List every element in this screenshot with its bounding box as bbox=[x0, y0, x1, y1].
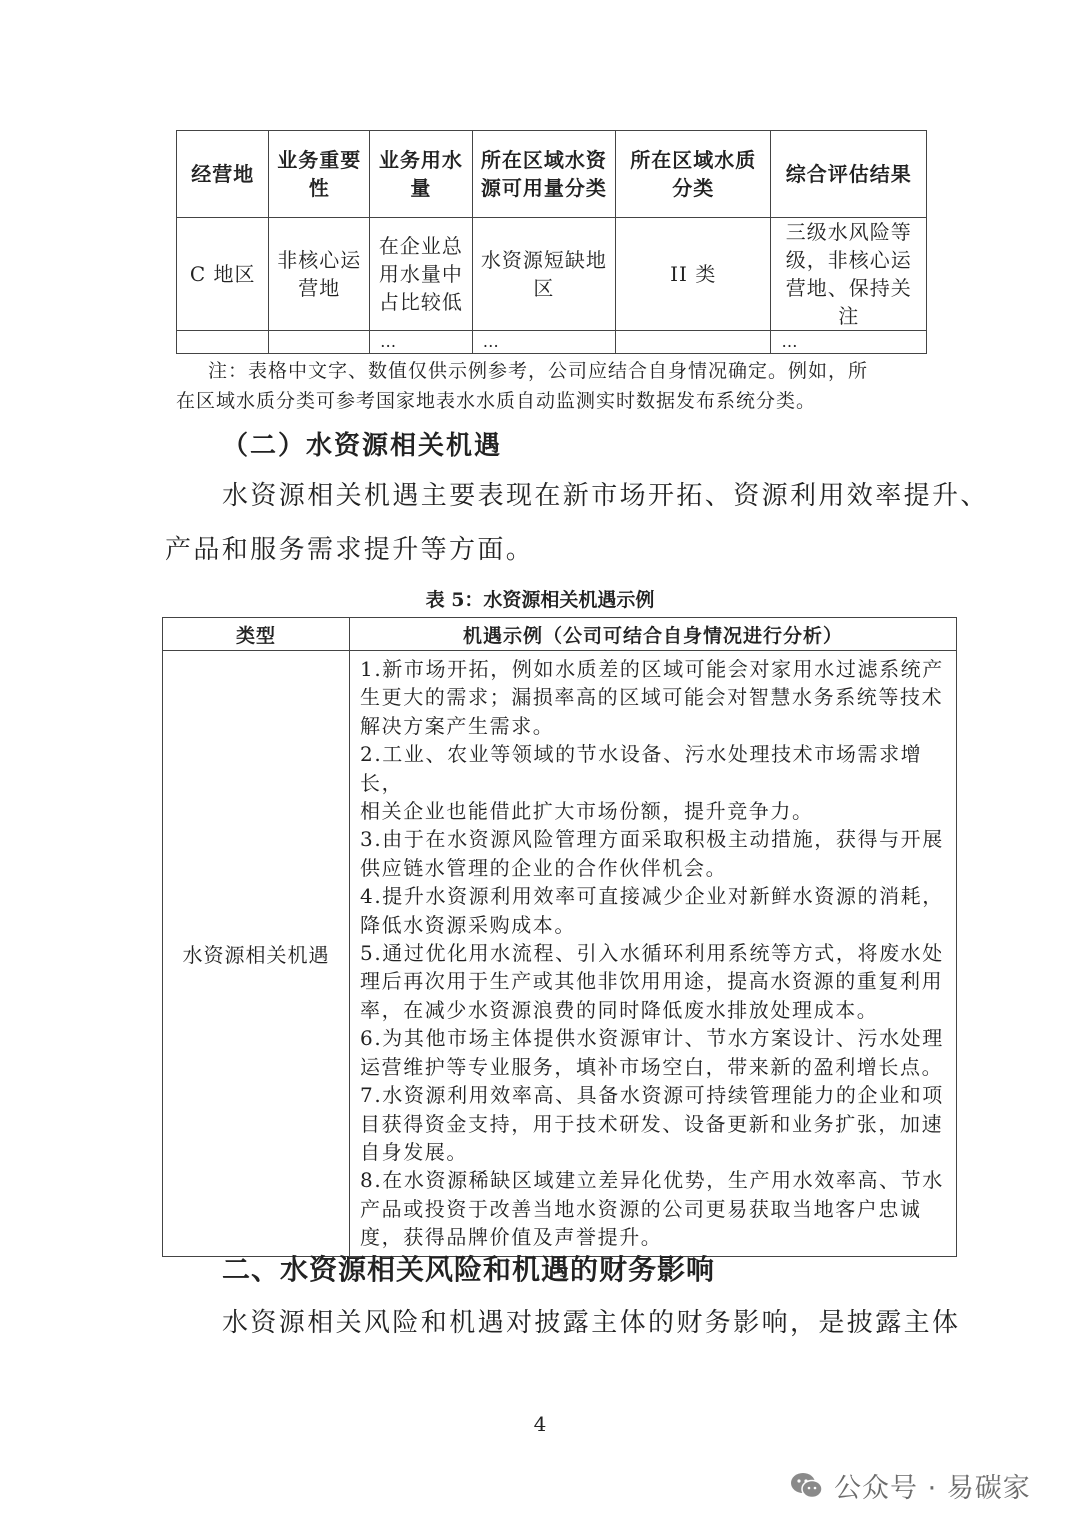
water-risk-table bbox=[176, 130, 927, 354]
wechat-icon bbox=[790, 1471, 824, 1501]
table-cell: 非核心运营地 bbox=[269, 218, 370, 331]
table-cell: 三级水风险等级，非核心运营地、保持关注 bbox=[771, 218, 927, 331]
table-cell: … bbox=[370, 331, 473, 354]
example-line: 自身发展。 bbox=[360, 1139, 468, 1164]
example-line: 解决方案产生需求。 bbox=[360, 713, 555, 738]
table-row bbox=[177, 218, 927, 331]
example-line: 生更大的需求；漏损率高的区域可能会对智慧水务系统等技术 bbox=[360, 685, 944, 710]
example-line: 降低水资源采购成本。 bbox=[360, 912, 576, 937]
section-heading: （二）水资源相关机遇 bbox=[222, 431, 503, 461]
header-cell: 类型 bbox=[163, 618, 350, 651]
table-cell bbox=[616, 331, 771, 354]
example-line: 产品或投资于改善当地水资源的公司更易获取当地客户忠诚 bbox=[360, 1196, 922, 1221]
example-line: 3.由于在水资源风险管理方面采取积极主动措施，获得与开展 bbox=[360, 827, 944, 852]
header-cell: 业务用水量 bbox=[370, 131, 473, 218]
watermark bbox=[790, 1466, 1031, 1505]
page-number: 4 bbox=[533, 1412, 547, 1436]
table-row bbox=[163, 651, 957, 1257]
header-cell: 所在区域水资源可用量分类 bbox=[472, 131, 615, 218]
example-line: 7.水资源利用效率高、具备水资源可持续管理能力的企业和项 bbox=[360, 1083, 944, 1108]
table-cell bbox=[177, 331, 269, 354]
example-line: 理后再次用于生产或其他非饮用用途，提高水资源的重复利用 bbox=[360, 969, 944, 994]
table-cell: C 地区 bbox=[177, 218, 269, 331]
chapter-heading: 二、水资源相关风险和机遇的财务影响 bbox=[222, 1253, 716, 1286]
table-header-row bbox=[163, 618, 957, 651]
table-cell: … bbox=[472, 331, 615, 354]
table-cell: 水资源短缺地区 bbox=[472, 218, 615, 331]
example-line: 供应链水管理的企业的合作伙伴机会。 bbox=[360, 855, 728, 880]
watermark-text: 公众号 · 易碳家 bbox=[834, 1473, 1031, 1504]
examples-cell bbox=[350, 651, 957, 1257]
table-header-row bbox=[177, 131, 927, 218]
table-note bbox=[176, 356, 936, 416]
table-cell: … bbox=[771, 331, 927, 354]
table-caption: 表 5：水资源相关机遇示例 bbox=[425, 589, 655, 611]
example-line: 相关企业也能借此扩大市场份额，提升竞争力。 bbox=[360, 799, 814, 824]
paragraph-line: 水资源相关风险和机遇对披露主体的财务影响，是披露主体 bbox=[222, 1308, 961, 1338]
example-line: 1.新市场开拓，例如水质差的区域可能会对家用水过滤系统产 bbox=[360, 657, 944, 681]
table-cell: II 类 bbox=[616, 218, 771, 331]
table-row bbox=[177, 331, 927, 354]
example-line: 率，在减少水资源浪费的同时降低废水排放处理成本。 bbox=[360, 997, 879, 1022]
type-cell: 水资源相关机遇 bbox=[163, 651, 350, 1257]
header-cell: 业务重要性 bbox=[269, 131, 370, 218]
note-line: 在区域水质分类可参考国家地表水水质自动监测实时数据发布系统分类。 bbox=[176, 390, 817, 412]
note-line: 注：表格中文字、数值仅供示例参考，公司应结合自身情况确定。例如，所 bbox=[208, 360, 869, 382]
table-cell bbox=[269, 331, 370, 354]
opportunities-table bbox=[162, 617, 957, 1257]
example-line: 度，获得品牌价值及声誉提升。 bbox=[360, 1225, 663, 1250]
example-line: 5.通过优化用水流程、引入水循环利用系统等方式，将废水处 bbox=[360, 941, 944, 966]
example-line: 2.工业、农业等领域的节水设备、污水处理技术市场需求增长， bbox=[360, 742, 923, 795]
example-line: 运营维护等专业服务，填补市场空白，带来新的盈利增长点。 bbox=[360, 1054, 944, 1079]
example-line: 目获得资金支持，用于技术研发、设备更新和业务扩张，加速 bbox=[360, 1111, 944, 1136]
header-cell: 综合评估结果 bbox=[771, 131, 927, 218]
header-cell: 经营地 bbox=[177, 131, 269, 218]
header-cell: 所在区域水质分类 bbox=[616, 131, 771, 218]
example-line: 6.为其他市场主体提供水资源审计、节水方案设计、污水处理 bbox=[360, 1026, 944, 1051]
header-cell: 机遇示例（公司可结合自身情况进行分析） bbox=[350, 618, 957, 651]
table-cell: 在企业总用水量中占比较低 bbox=[370, 218, 473, 331]
paragraph-line: 产品和服务需求提升等方面。 bbox=[165, 535, 535, 565]
example-line: 4.提升水资源利用效率可直接减少企业对新鲜水资源的消耗， bbox=[360, 884, 944, 909]
example-line: 8.在水资源稀缺区域建立差异化优势，生产用水效率高、节水 bbox=[360, 1168, 944, 1193]
paragraph-line: 水资源相关机遇主要表现在新市场开拓、资源利用效率提升、 bbox=[222, 481, 989, 511]
